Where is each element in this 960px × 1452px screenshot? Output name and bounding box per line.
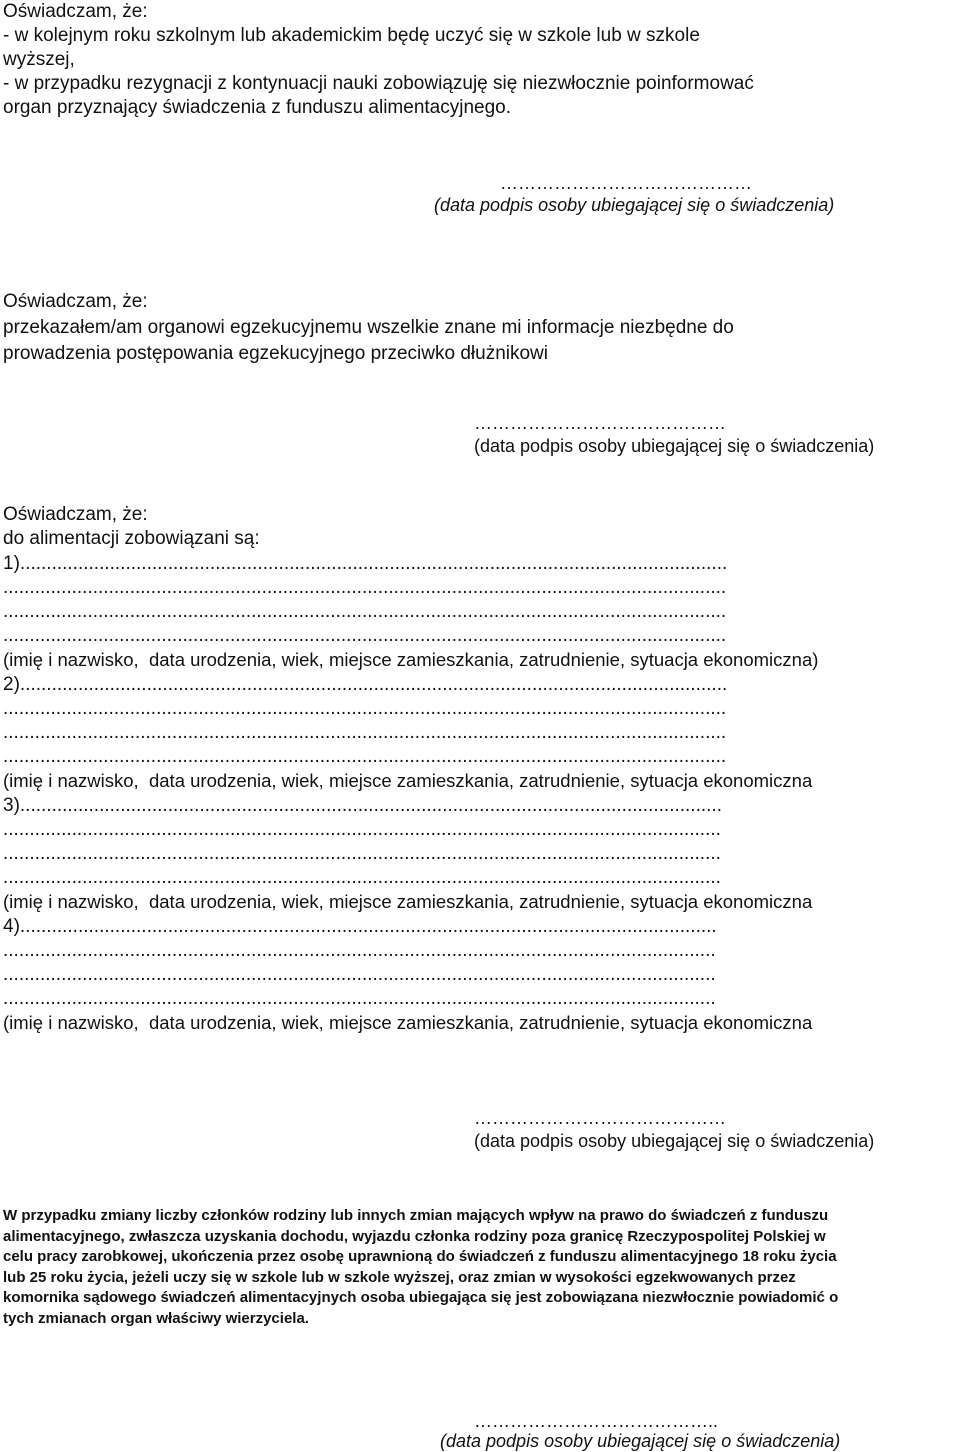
- entry-dots-line: .......................................................................................................................................: [3, 988, 716, 1009]
- entry-dots-line: 1)......................................................................................................................................: [3, 553, 728, 574]
- entry-caption: (imię i nazwisko, data urodzenia, wiek, miejsce zamieszkania, zatrudnienie, sytuacja ekonomiczna: [3, 1012, 813, 1033]
- notice-line: W przypadku zmiany liczby członków rodziny lub innych zmian mających wpływ na prawo do świadczeń z funduszu: [3, 1207, 829, 1224]
- entry-dots-line: ........................................................................................................................................: [3, 843, 721, 864]
- entry-dots-line: .........................................................................................................................................: [3, 577, 727, 598]
- signature-caption: (data podpis osoby ubiegającej się o świadczenia): [434, 195, 835, 215]
- entry-dots-line: 4)....................................................................................................................................: [3, 916, 717, 937]
- entry-dots-line: 3).....................................................................................................................................: [3, 795, 722, 816]
- section1-line: wyższej,: [3, 49, 75, 70]
- signature-caption: (data podpis osoby ubiegającej się o świadczenia): [440, 1431, 841, 1451]
- entry-dots-line: .........................................................................................................................................: [3, 746, 727, 767]
- signature-dots: …………………………………..: [474, 1411, 719, 1431]
- section1-line: - w kolejnym roku szkolnym lub akademickim będę uczyć się w szkole lub w szkole: [3, 25, 700, 46]
- section1-line: organ przyznający świadczenia z funduszu alimentacyjnego.: [3, 97, 511, 118]
- entry-dots-line: ........................................................................................................................................: [3, 819, 721, 840]
- entry-dots-line: ........................................................................................................................................: [3, 867, 721, 888]
- notice-line: celu pracy zarobkowej, ukończenia przez osobę uprawnioną do świadczeń z funduszu alimentacyjnego 18 roku życia: [3, 1248, 837, 1265]
- entry-dots-line: .........................................................................................................................................: [3, 722, 727, 743]
- entry-dots-line: .......................................................................................................................................: [3, 964, 716, 985]
- entry-dots-line: .......................................................................................................................................: [3, 940, 716, 961]
- entry-caption: (imię i nazwisko, data urodzenia, wiek, miejsce zamieszkania, zatrudnienie, sytuacja ekonomiczna: [3, 770, 813, 791]
- entry-caption: (imię i nazwisko, data urodzenia, wiek, miejsce zamieszkania, zatrudnienie, sytuacja ekonomiczna: [3, 891, 813, 912]
- section2-heading: Oświadczam, że:: [3, 291, 148, 312]
- section1-heading: Oświadczam, że:: [3, 1, 148, 22]
- section2-line: prowadzenia postępowania egzekucyjnego przeciwko dłużnikowi: [3, 343, 548, 364]
- notice-line: komornika sądowego świadczeń alimentacyjnych osoba ubiegająca się jest zobowiązana niezwłocznie powiadomić o: [3, 1289, 839, 1306]
- notice-line: tych zmianach organ właściwy wierzyciela.: [3, 1309, 309, 1327]
- entry-dots-line: .........................................................................................................................................: [3, 625, 727, 646]
- section1-line: - w przypadku rezygnacji z kontynuacji nauki zobowiązuję się niezwłocznie poinformować: [3, 73, 754, 94]
- entry-caption: (imię i nazwisko, data urodzenia, wiek, miejsce zamieszkania, zatrudnienie, sytuacja ekonomiczna): [3, 649, 819, 670]
- signature-dots: ……………………………………: [474, 413, 726, 433]
- signature-dots: ……………………………………: [500, 173, 752, 193]
- signature-caption: (data podpis osoby ubiegającej się o świadczenia): [474, 1131, 875, 1151]
- section3-heading: Oświadczam, że:: [3, 504, 148, 525]
- section2-line: przekazałem/am organowi egzekucyjnemu wszelkie znane mi informacje niezbędne do: [3, 317, 734, 338]
- section3-intro: do alimentacji zobowiązani są:: [3, 528, 260, 549]
- signature-dots: ……………………………………: [474, 1108, 726, 1128]
- entry-dots-line: .........................................................................................................................................: [3, 601, 727, 622]
- entry-dots-line: 2)......................................................................................................................................: [3, 674, 728, 695]
- signature-caption: (data podpis osoby ubiegającej się o świadczenia): [474, 436, 875, 456]
- notice-line: lub 25 roku życia, jeżeli uczy się w szkole lub w szkole wyższej, oraz zmian w wysokości egzekwowanych przez: [3, 1268, 796, 1286]
- notice-line: alimentacyjnego, zwłaszcza uzyskania dochodu, wyjazdu członka rodziny poza granicę Rzeczypospolitej Polskiej w: [3, 1227, 826, 1245]
- entry-dots-line: .........................................................................................................................................: [3, 698, 727, 719]
